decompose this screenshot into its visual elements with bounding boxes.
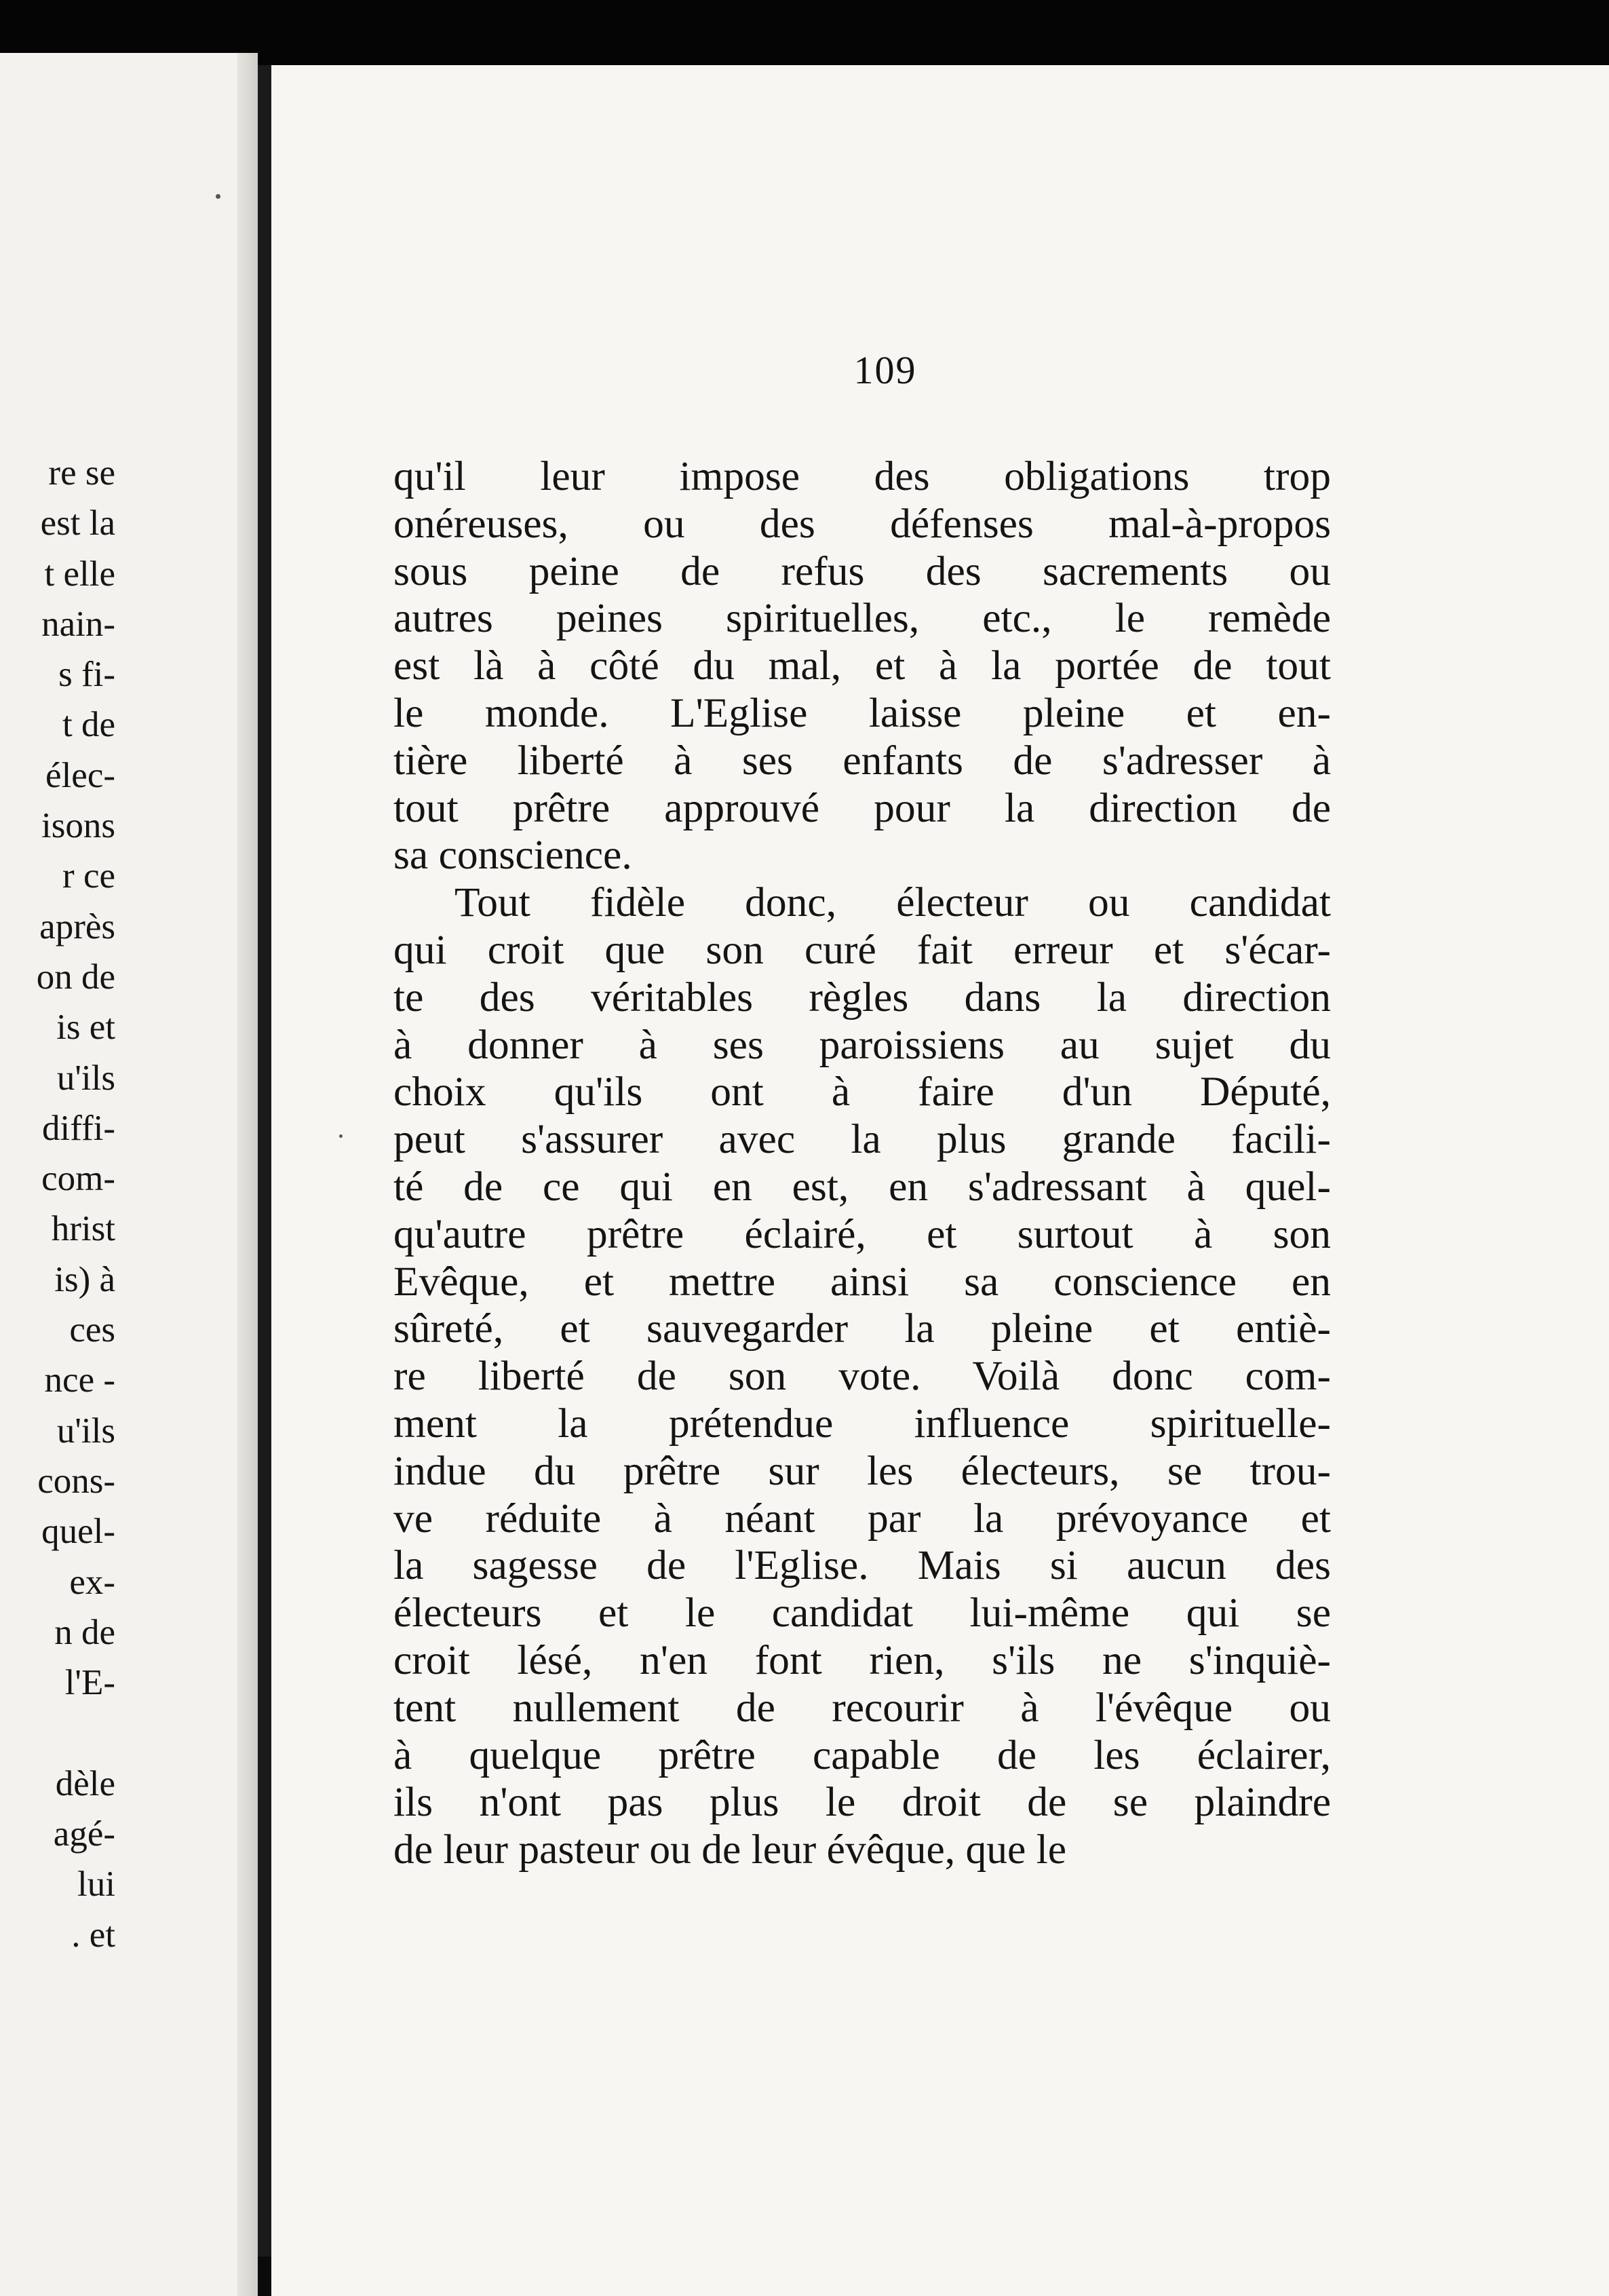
left-page-fragment: dèle <box>55 1763 115 1803</box>
text-line: indue du prêtre sur les électeurs, se trou- <box>393 1447 1331 1494</box>
text-line: tière liberté à ses enfants de s'adresser à <box>393 737 1331 784</box>
left-page-fragment: n de <box>54 1612 115 1652</box>
left-page-text-fragments <box>0 448 115 1960</box>
left-page-fragment: u'ils <box>56 1058 115 1098</box>
left-page-fragment: élec- <box>45 755 115 795</box>
text-line: électeurs et le candidat lui-même qui se <box>393 1590 1331 1637</box>
text-line: sa conscience. <box>393 832 632 879</box>
text-line: ment la prétendue influence spirituelle- <box>393 1400 1331 1447</box>
text-line: tout prêtre approuvé pour la direction de <box>393 784 1331 831</box>
left-page-fragment: on de <box>36 957 115 997</box>
left-page-fragment: cons- <box>37 1461 115 1501</box>
left-page-edge <box>237 53 258 2296</box>
left-page-fragment: t elle <box>44 554 115 594</box>
text-line: le monde. L'Eglise laisse pleine et en- <box>393 689 1331 736</box>
text-line: tent nullement de recourir à l'évêque ou <box>393 1684 1331 1731</box>
left-page-fragment: t de <box>62 705 115 745</box>
text-line: qui croit que son curé fait erreur et s'écar- <box>393 926 1331 973</box>
book-gutter <box>258 65 271 2257</box>
left-page-fragment: l'E- <box>64 1663 115 1703</box>
text-line: de leur pasteur ou de leur évêque, que le <box>393 1826 1067 1873</box>
left-page-fragment: is et <box>56 1008 115 1048</box>
text-line: à quelque prêtre capable de les éclairer, <box>393 1731 1331 1778</box>
left-fragment-gap <box>0 1708 115 1758</box>
paragraph <box>393 879 1331 1874</box>
text-line: la sagesse de l'Eglise. Mais si aucun des <box>393 1542 1331 1589</box>
paper-speck <box>216 194 220 199</box>
left-page-fragment: . et <box>71 1915 115 1955</box>
text-line: sûreté, et sauvegarder la pleine et entiè- <box>393 1305 1331 1352</box>
text-line: ils n'ont pas plus le droit de se plaindre <box>393 1779 1331 1826</box>
left-page-fragment: diffi- <box>42 1108 115 1148</box>
text-line: qu'autre prêtre éclairé, et surtout à son <box>393 1210 1331 1257</box>
left-page-fragment: is) à <box>54 1259 115 1299</box>
left-page-fragment: lui <box>77 1864 115 1905</box>
left-page-fragment: ces <box>69 1310 115 1350</box>
text-line: onéreuses, ou des défenses mal-à-propos <box>393 500 1331 547</box>
text-line: ve réduite à néant par la prévoyance et <box>393 1495 1331 1542</box>
left-page-fragment: com- <box>41 1159 115 1199</box>
left-page-fragment: s fi- <box>58 655 115 695</box>
text-line: choix qu'ils ont à faire d'un Député, <box>393 1069 1331 1115</box>
left-page-fragment: isons <box>41 806 115 846</box>
text-line: re liberté de son vote. Voilà donc com- <box>393 1353 1331 1400</box>
page-body-text <box>393 453 1331 1874</box>
left-page-fragment: nce - <box>44 1360 115 1400</box>
left-page-fragment: u'ils <box>56 1411 115 1451</box>
text-line: peut s'assurer avec la plus grande facili- <box>393 1116 1331 1163</box>
text-line: sous peine de refus des sacrements ou <box>393 548 1331 594</box>
text-line: Evêque, et mettre ainsi sa conscience en <box>393 1258 1331 1305</box>
text-line: croit lésé, n'en font rien, s'ils ne s'inquiè- <box>393 1637 1331 1683</box>
text-line: autres peines spirituelles, etc., le remède <box>393 595 1331 642</box>
left-page-fragment: re se <box>48 453 115 493</box>
text-line: à donner à ses paroissiens au sujet du <box>393 1021 1331 1068</box>
left-page-fragment: hrist <box>51 1209 115 1249</box>
text-line: té de ce qui en est, en s'adressant à quel- <box>393 1163 1331 1210</box>
text-line: te des véritables règles dans la direction <box>393 974 1331 1020</box>
left-page-fragment: quel- <box>41 1512 115 1552</box>
page-number: 109 <box>853 348 917 392</box>
text-line: qu'il leur impose des obligations trop <box>393 453 1331 499</box>
left-page-fragment: agé- <box>53 1814 115 1854</box>
left-page-fragment: après <box>39 906 115 946</box>
left-page-fragment: r ce <box>62 856 115 896</box>
text-line: Tout fidèle donc, électeur ou candidat <box>454 879 1331 926</box>
paragraph <box>393 453 1331 879</box>
text-line: est là à côté du mal, et à la portée de tout <box>393 643 1331 689</box>
left-page-fragment: est la <box>40 503 115 543</box>
left-page-fragment: nain- <box>41 604 115 644</box>
left-page-fragment: ex- <box>69 1562 115 1602</box>
paper-speck <box>339 1134 343 1138</box>
